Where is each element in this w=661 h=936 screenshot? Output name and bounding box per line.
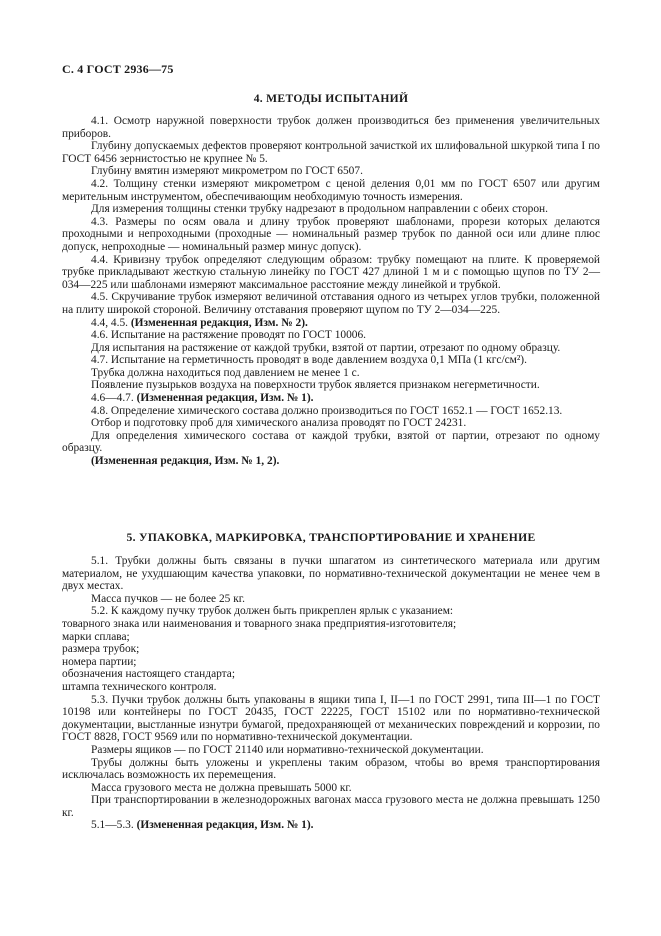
section-5-body: [62, 555, 600, 832]
paragraph: Отбор и подготовку проб для химического анализа проводят по ГОСТ 24231.: [91, 417, 467, 430]
paragraph: Для испытания на растяжение от каждой трубки, взятой от партии, отрезают по одному образцу.: [91, 341, 561, 354]
amendment-text: (Измененная редакция, Изм. № 1).: [136, 392, 314, 405]
amendment-text: (Измененная редакция, Изм. № 2).: [130, 316, 308, 329]
paragraph: Трубка должна находиться под давлением не менее 1 с.: [91, 366, 360, 379]
paragraph: 4.2. Толщину стенки измеряют микрометром с ценой деления 0,01 мм по ГОСТ 6507 или другим мерительным инструментом, обеспечивающим необходимую точность измерения.: [62, 177, 600, 203]
paragraph: Размеры ящиков — по ГОСТ 21140 или нормативно-технической документации.: [91, 743, 484, 756]
list-item: номера партии;: [62, 655, 137, 668]
list-item: товарного знака или наименования и товарного знака предприятия-изготовителя;: [62, 617, 457, 630]
section-5-title: 5. УПАКОВКА, МАРКИРОВКА, ТРАНСПОРТИРОВАНИЕ И ХРАНЕНИЕ: [126, 531, 536, 544]
paragraph: 4.5. Скручивание трубок измеряют величиной отставания одного из четырех углов трубки, положенной на плиту широкой стороной. Величину отставания проверяют щупом по ТУ 2—034—225.: [62, 291, 600, 316]
amendment-note: [62, 455, 600, 468]
amendment-prefix: 4.6—4.7.: [91, 392, 134, 405]
paragraph: 4.1. Осмотр наружной поверхности трубок должен производиться без применения увеличительных приборов.: [62, 115, 600, 140]
paragraph: Глубину вмятин измеряют микрометром по ГОСТ 6507.: [91, 165, 363, 178]
amendment-note: [62, 392, 600, 405]
paragraph: При транспортировании в железнодорожных вагонах масса грузового места не должна превышать 1250 кг.: [62, 794, 600, 819]
section-4-title: 4. МЕТОДЫ ИСПЫТАНИЙ: [253, 92, 409, 105]
paragraph: Глубину допускаемых дефектов проверяют контрольной зачисткой их шлифовальной шкуркой типа I по ГОСТ 6456 зернистостью не крупнее № 5.: [62, 140, 600, 165]
list-item: марки сплава;: [62, 630, 130, 643]
amendment-text: (Измененная редакция, Изм. № 1).: [136, 819, 314, 832]
amendment-prefix: 4.4, 4.5.: [91, 316, 129, 329]
page-header: С. 4 ГОСТ 2936—75: [62, 62, 174, 76]
paragraph: Масса грузового места не должна превышать 5000 кг.: [91, 781, 352, 794]
section-4-body: [62, 115, 600, 468]
list-item: штампа технического контроля.: [62, 680, 217, 693]
amendment-note: [62, 819, 600, 832]
paragraph: 4.7. Испытание на герметичность проводят в воде давлением воздуха 0,1 МПа (1 кгс/см²).: [91, 354, 527, 367]
paragraph: 4.8. Определение химического состава должно производиться по ГОСТ 1652.1 — ГОСТ 1652.13.: [91, 404, 563, 417]
paragraph: Масса пучков — не более 25 кг.: [91, 592, 245, 605]
list-item: обозначения настоящего стандарта;: [62, 668, 236, 681]
paragraph: Для измерения толщины стенки трубку надрезают в продольном направлении с обеих сторон.: [91, 203, 548, 216]
paragraph: Трубы должны быть уложены и укреплены таким образом, чтобы во время транспортирования исключалась возможность их перемещения.: [62, 756, 600, 782]
amendment-prefix: 5.1—5.3.: [91, 819, 134, 832]
paragraph: Для определения химического состава от каждой трубки, взятой от партии, отрезают по одному образцу.: [62, 429, 600, 455]
amendment-note: [62, 317, 600, 330]
paragraph: 5.1. Трубки должны быть связаны в пучки шпагатом из синтетического материала или другим материалом, не ухудшающим качества упаковки, по нормативно-технической документации не менее чем в двух местах.: [62, 555, 600, 593]
paragraph: 5.2. К каждому пучку трубок должен быть прикреплен ярлык с указанием:: [91, 605, 454, 618]
paragraph: 5.3. Пучки трубок должны быть упакованы в ящики типа I, II—1 по ГОСТ 2991, типа III—1 по ГОСТ 10198 или контейнеры по ГОСТ 20435, ГОСТ 22225, ГОСТ 15102 или по нормативно-технической документации, выстланные изнутри бумагой, предохраняющей от механических повреждений и коррозии, по ГОСТ 8828, ГОСТ 9569 или по нормативно-технической документации.: [62, 693, 600, 744]
paragraph: 4.4. Кривизну трубок определяют следующим образом: трубку помещают на плите. К проверяемой трубке прикладывают жесткую стальную линейку по ГОСТ 427 длиной 1 м и с помощью щупов по ТУ 2—034—225 или шаблонами измеряют максимальное расстояние между линейкой и трубкой.: [62, 253, 600, 291]
paragraph: 4.3. Размеры по осям овала и длину трубок проверяют шаблонами, прорези которых делаются проходными и непроходными (проходные — номинальный размер трубок по данной оси или длине плюс допуск, непроходные — номинальный размер минус допуск).: [62, 215, 600, 253]
list-item: размера трубок;: [62, 643, 140, 656]
amendment-text: (Измененная редакция, Изм. № 1, 2).: [91, 455, 280, 468]
paragraph: 4.6. Испытание на растяжение проводят по ГОСТ 10006.: [91, 329, 367, 342]
paragraph: Появление пузырьков воздуха на поверхности трубок является признаком негерметичности.: [91, 379, 540, 392]
